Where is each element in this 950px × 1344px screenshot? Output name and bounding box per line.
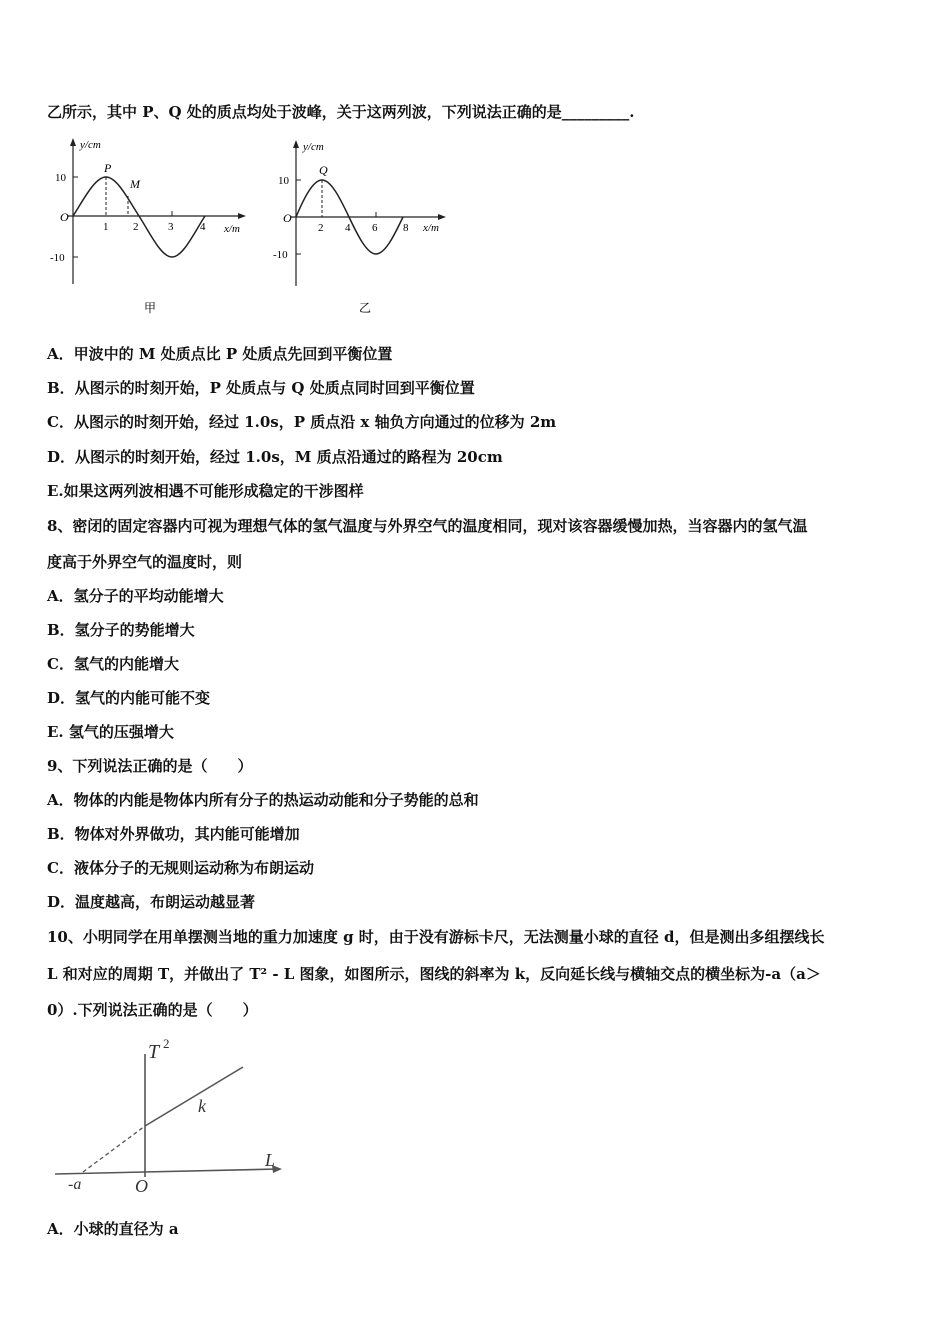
q7-option-a: A．甲波中的 M 处质点比 P 处质点先回到平衡位置 — [47, 345, 393, 363]
figure-caption: 甲 — [144, 301, 157, 315]
y-axis-arrow — [70, 138, 76, 146]
y-tick-label: -10 — [273, 249, 288, 261]
q9-option-a: A．物体的内能是物体内所有分子的热运动动能和分子势能的总和 — [47, 791, 479, 809]
t2-l-graph — [50, 1032, 290, 1202]
y-tick-label: 10 — [55, 172, 66, 184]
q7-option-b: B．从图示的时刻开始，P 处质点与 Q 处质点同时回到平衡位置 — [47, 379, 475, 397]
fit-line — [145, 1067, 243, 1126]
x-axis-label: x/m — [224, 223, 240, 235]
origin-label: O — [135, 1176, 148, 1196]
q8-option-c: C．氢气的内能增大 — [47, 655, 179, 673]
wave-graph-yi — [265, 134, 465, 319]
x-tick-label: 6 — [372, 222, 378, 234]
origin-label: O — [283, 211, 292, 225]
point-p-label: P — [104, 161, 112, 175]
slope-label: k — [198, 1096, 206, 1116]
q9-option-d: D．温度越高，布朗运动越显著 — [47, 893, 256, 911]
q8-option-a: A．氢分子的平均动能增大 — [47, 587, 224, 605]
y-tick-label: 10 — [278, 175, 289, 187]
x-axis-arrow — [438, 214, 446, 220]
x-axis-label: x/m — [423, 222, 439, 234]
x-tick-label: 2 — [133, 221, 139, 233]
y-axis-label: y/cm — [303, 141, 324, 153]
q8-stem-line2: 度高于外界空气的温度时，则 — [47, 553, 243, 571]
y-axis-label: y/cm — [80, 139, 101, 151]
t-axis-label: T — [148, 1041, 160, 1063]
q7-stem: 乙所示，其中 P、Q 处的质点均处于波峰，关于这两列波，下列说法正确的是_________. — [47, 103, 635, 121]
q10-stem-line2: L 和对应的周期 T，并做出了 T² - L 图象，如图所示，图线的斜率为 k，反向延长线与横轴交点的横坐标为-a（a＞ — [47, 965, 821, 983]
figure-caption: 乙 — [359, 301, 372, 315]
y-tick-label: -10 — [50, 252, 65, 264]
q10-option-a: A．小球的直径为 a — [47, 1220, 179, 1238]
q7-option-d: D．从图示的时刻开始，经过 1.0s，M 质点沿通过的路程为 20cm — [47, 448, 503, 466]
q9-option-b: B．物体对外界做功，其内能可能增加 — [47, 825, 300, 843]
q10-stem-line3: 0）.下列说法正确的是（ ） — [47, 1001, 258, 1019]
point-m-label: M — [130, 177, 140, 191]
x-tick-label: 8 — [403, 222, 409, 234]
extension-dashed-line — [83, 1126, 145, 1172]
l-axis — [55, 1169, 278, 1174]
l-axis-label: L — [265, 1150, 276, 1170]
q7-option-e: E.如果这两列波相遇不可能形成稳定的干涉图样 — [47, 482, 364, 500]
x-tick-label: 2 — [318, 222, 324, 234]
q8-stem-line1: 8、密闭的固定容器内可视为理想气体的氢气温度与外界空气的温度相同，现对该容器缓慢加热，当容器内的氢气温 — [47, 517, 808, 535]
wave-graph-jia — [40, 134, 260, 319]
point-q-label: Q — [319, 163, 328, 177]
t-axis-superscript: 2 — [163, 1036, 170, 1051]
q8-option-b: B．氢分子的势能增大 — [47, 621, 195, 639]
q7-option-c: C．从图示的时刻开始，经过 1.0s，P 质点沿 x 轴负方向通过的位移为 2m — [47, 413, 557, 431]
x-tick-label: 4 — [200, 221, 206, 233]
x-tick-label: 1 — [103, 221, 109, 233]
q10-stem-line1: 10、小明同学在用单摆测当地的重力加速度 g 时，由于没有游标卡尺，无法测量小球的直径 d，但是测出多组摆线长 — [47, 928, 825, 946]
origin-label: O — [60, 210, 69, 224]
y-axis-arrow — [293, 140, 299, 148]
q8-option-e: E. 氢气的压强增大 — [47, 723, 174, 741]
q9-stem: 9、下列说法正确的是（ ） — [47, 757, 253, 775]
q9-option-c: C．液体分子的无规则运动称为布朗运动 — [47, 859, 314, 877]
neg-a-label: -a — [68, 1176, 82, 1193]
x-axis-arrow — [238, 213, 246, 219]
x-tick-label: 4 — [345, 222, 351, 234]
x-tick-label: 3 — [168, 221, 174, 233]
q8-option-d: D．氢气的内能可能不变 — [47, 689, 211, 707]
